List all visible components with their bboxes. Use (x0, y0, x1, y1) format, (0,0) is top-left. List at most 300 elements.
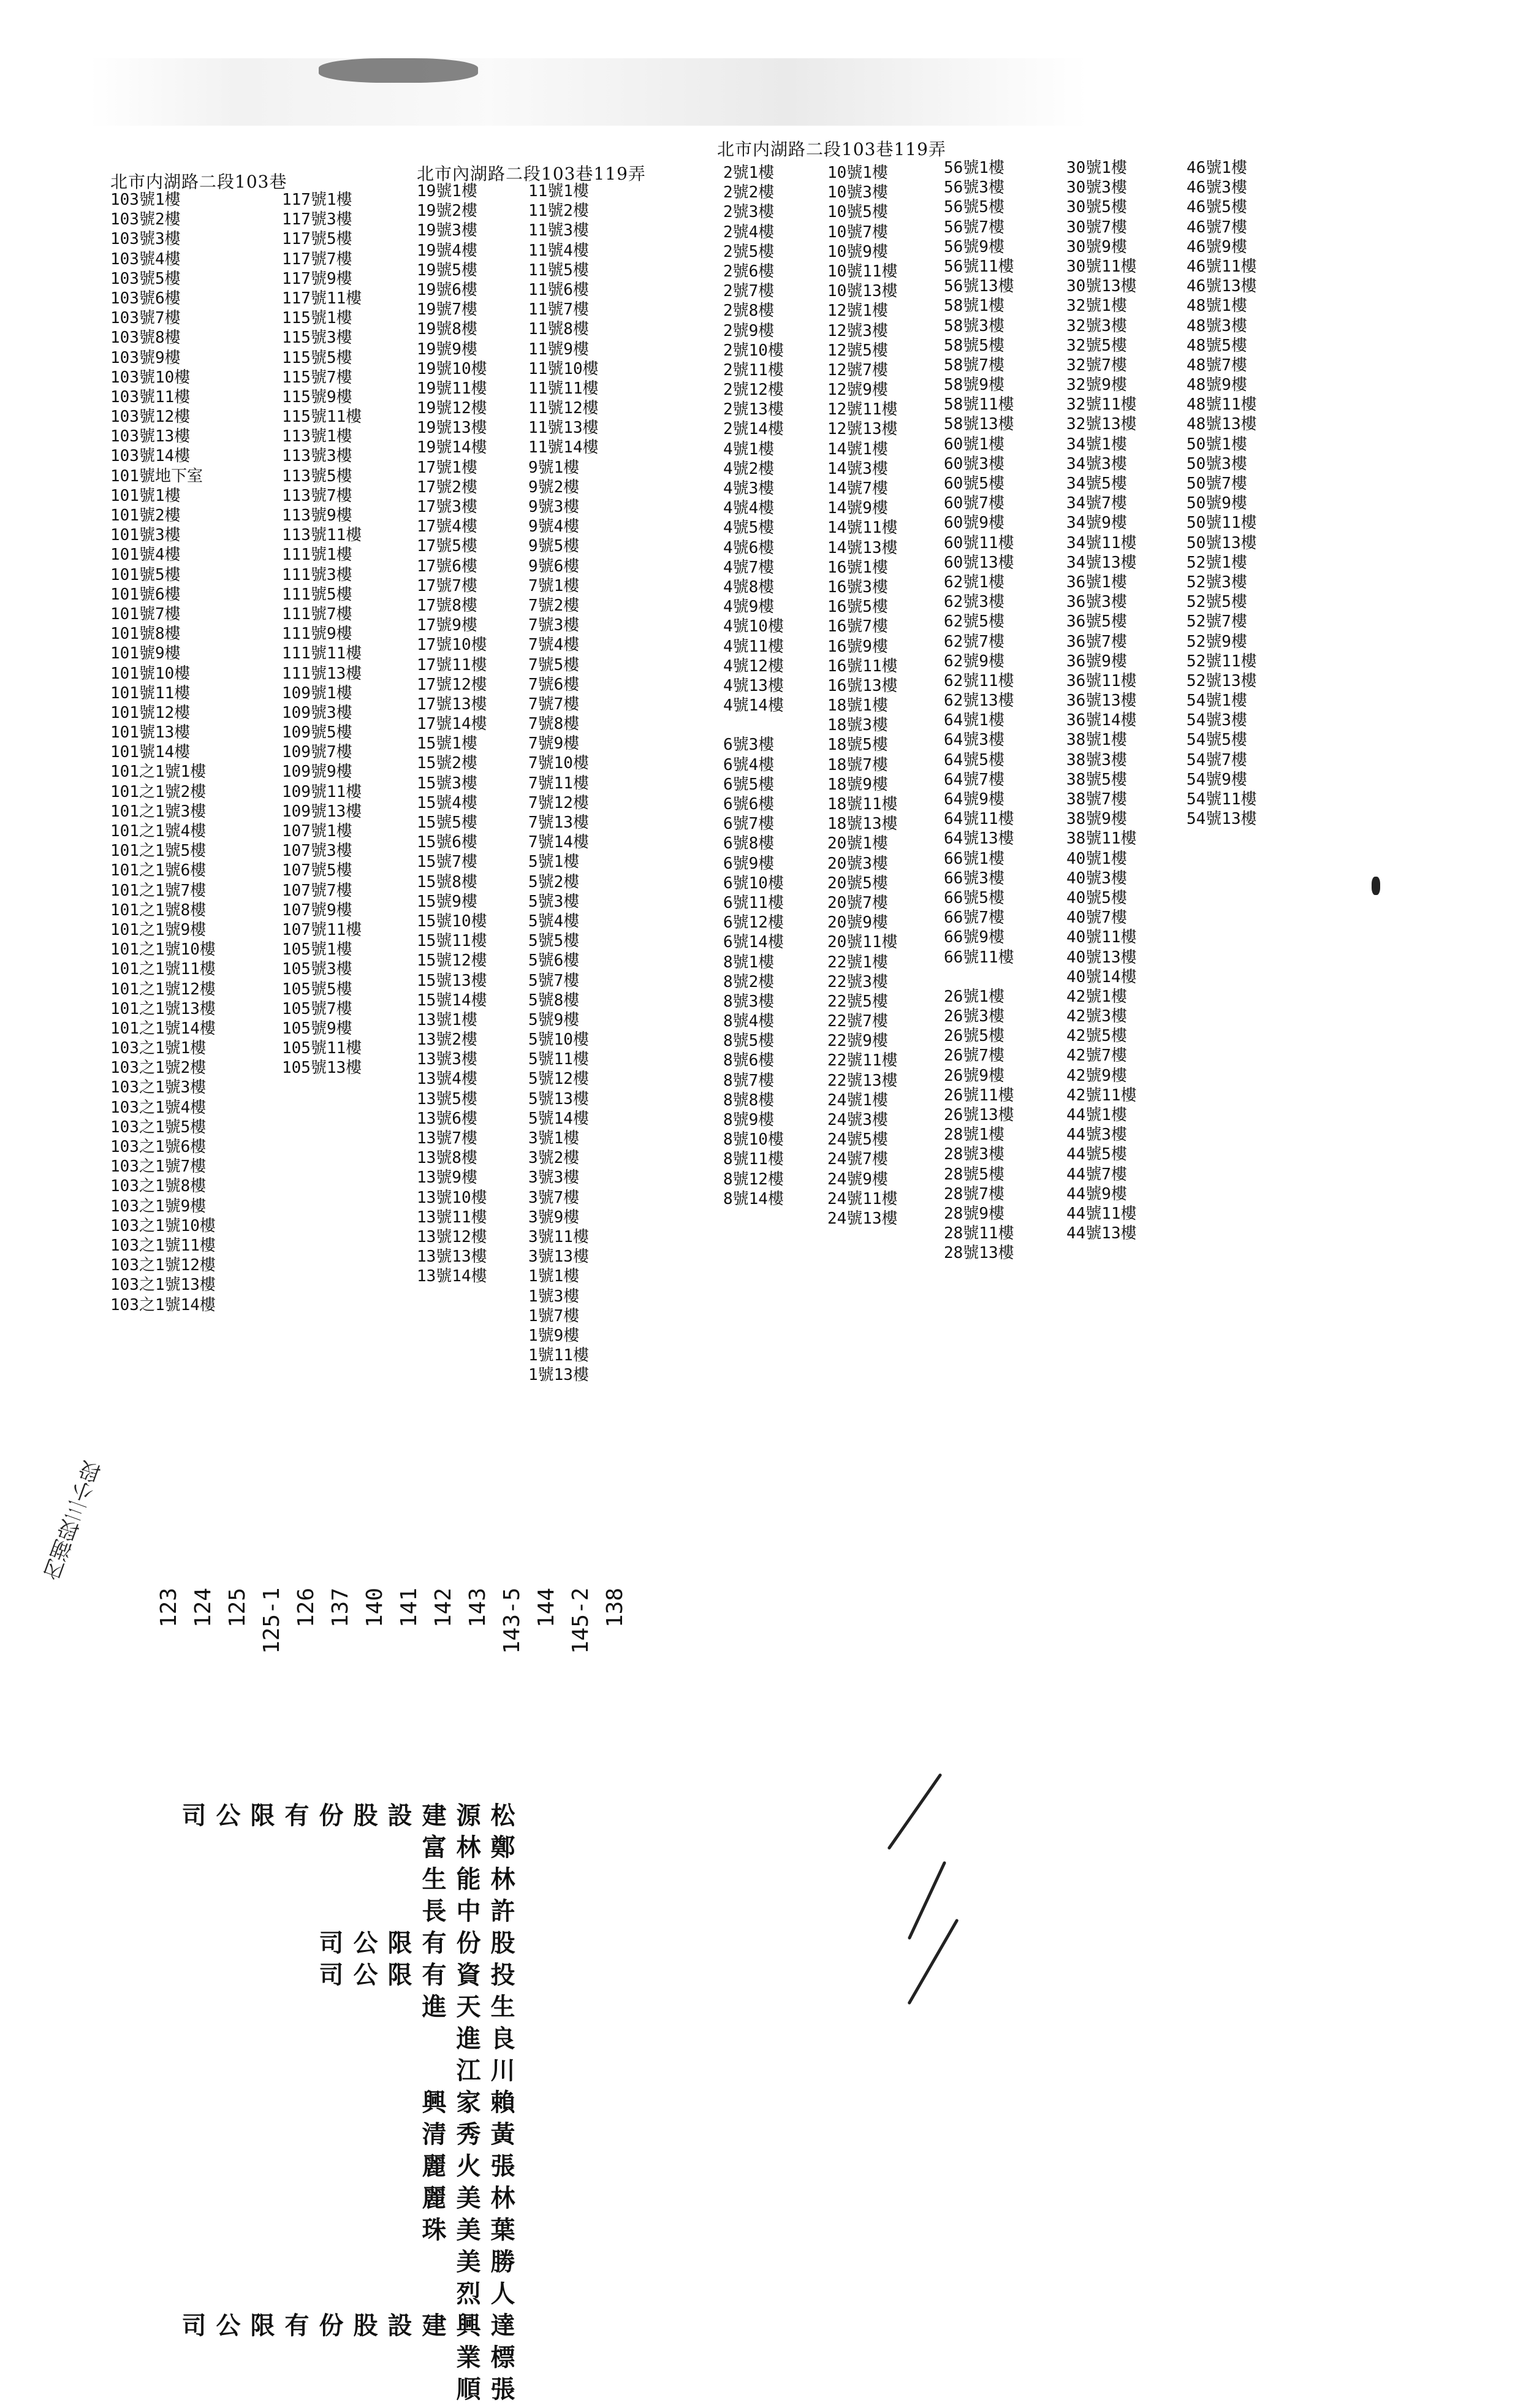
address-entry: 2號3樓 (723, 203, 775, 222)
address-entry: 20號3樓 (827, 854, 888, 873)
address-entry: 22號11樓 (827, 1051, 898, 1070)
address-entry: 101號地下室 (110, 467, 203, 486)
address-entry: 42號7樓 (1066, 1046, 1127, 1065)
address-entry: 22號3樓 (827, 972, 888, 991)
address-entry: 44號3樓 (1066, 1126, 1127, 1145)
address-entry: 14號3樓 (827, 459, 888, 478)
address-entry: 103之1號13樓 (110, 1276, 216, 1295)
address-entry: 36號13樓 (1066, 692, 1137, 711)
address-entry: 36號5樓 (1066, 612, 1127, 631)
address-entry: 13號7樓 (417, 1129, 477, 1148)
address-entry: 42號1樓 (1066, 987, 1127, 1006)
address-entry: 22號5樓 (827, 992, 888, 1011)
address-entry: 2號9樓 (723, 321, 775, 340)
address-entry: 12號13樓 (827, 420, 898, 439)
address-entry: 4號8樓 (723, 577, 775, 596)
address-entry: 17號1樓 (417, 458, 477, 477)
address-entry: 14號11樓 (827, 519, 898, 538)
address-entry: 36號14樓 (1066, 711, 1137, 730)
address-entry: 42號9樓 (1066, 1066, 1127, 1085)
address-entry: 15號12樓 (417, 951, 487, 970)
address-entry: 15號10樓 (417, 912, 487, 931)
address-entry: 9號1樓 (528, 458, 580, 477)
scan-mark-right (1372, 877, 1380, 895)
pen-stroke-2 (908, 1861, 947, 1940)
address-entry: 22號9樓 (827, 1032, 888, 1051)
address-entry: 103號12樓 (110, 408, 191, 427)
address-entry: 111號5樓 (282, 585, 352, 604)
address-entry: 1號13樓 (528, 1366, 589, 1385)
address-entry: 62號11樓 (944, 671, 1014, 690)
address-entry: 6號7樓 (723, 815, 775, 834)
address-entry: 111號11樓 (282, 644, 362, 663)
address-entry: 11號4樓 (528, 241, 589, 260)
address-entry: 24號7樓 (827, 1150, 888, 1169)
address-entry: 2號1樓 (723, 164, 775, 182)
address-entry: 103號8樓 (110, 329, 181, 348)
address-column-1 (110, 190, 233, 1315)
owner-name: 林能生 (418, 1866, 515, 1898)
address-entry: 13號4樓 (417, 1070, 477, 1089)
address-entry: 46號9樓 (1187, 237, 1247, 256)
address-entry: 7號10樓 (528, 754, 589, 773)
address-entry: 101之1號4樓 (110, 822, 207, 840)
address-entry: 34號3樓 (1066, 454, 1127, 473)
address-entry: 101號4樓 (110, 546, 181, 565)
address-entry: 111號3樓 (282, 565, 352, 584)
address-entry: 13號8樓 (417, 1149, 477, 1168)
address-entry: 9號4樓 (528, 517, 580, 536)
address-entry: 113號1樓 (282, 427, 352, 446)
land-lot-number: 144 (534, 1588, 559, 1628)
address-entry: 5號6樓 (528, 951, 580, 970)
address-entry: 22號1樓 (827, 953, 888, 972)
address-entry: 115號7樓 (282, 368, 352, 387)
address-entry: 62號5樓 (944, 612, 1004, 631)
address-entry: 103號13樓 (110, 427, 191, 446)
owner-name: 川江 (452, 2057, 515, 2089)
address-entry: 101之1號14樓 (110, 1019, 216, 1038)
address-entry: 115號9樓 (282, 387, 352, 406)
address-column-4 (528, 181, 651, 1385)
address-entry: 13號2樓 (417, 1031, 477, 1050)
address-entry: 15號9樓 (417, 892, 477, 911)
address-entry: 52號7樓 (1187, 612, 1247, 631)
address-entry: 20號1樓 (827, 834, 888, 853)
address-entry: 48號7樓 (1187, 356, 1247, 375)
owner-name: 黃秀清 (418, 2121, 515, 2153)
address-entry: 101號9樓 (110, 644, 181, 663)
address-entry: 19號3樓 (417, 221, 477, 240)
address-entry: 58號1樓 (944, 297, 1004, 316)
address-entry: 8號9樓 (723, 1111, 775, 1129)
address-entry: 5號12樓 (528, 1070, 589, 1089)
address-entry: 50號9樓 (1187, 494, 1247, 513)
address-entry: 19號4樓 (417, 241, 477, 260)
address-entry: 18號3樓 (827, 716, 888, 735)
address-entry: 15號6樓 (417, 833, 477, 852)
address-entry: 101之1號3樓 (110, 802, 207, 821)
address-entry: 12號1樓 (827, 302, 888, 321)
address-entry: 19號6樓 (417, 280, 477, 299)
address-entry: 40號5樓 (1066, 888, 1127, 907)
address-entry: 19號8樓 (417, 320, 477, 339)
address-entry: 103號2樓 (110, 210, 181, 229)
address-entry: 56號11樓 (944, 257, 1014, 276)
address-entry: 30號11樓 (1066, 257, 1137, 276)
address-entry: 11號11樓 (528, 379, 599, 398)
address-column-2 (282, 190, 404, 1078)
address-entry: 18號11樓 (827, 795, 898, 813)
address-entry: 101號5樓 (110, 565, 181, 584)
address-entry: 5號4樓 (528, 912, 580, 931)
address-entry: 56號1樓 (944, 159, 1004, 177)
land-lot-number: 137 (328, 1588, 353, 1628)
address-entry: 54號11樓 (1187, 790, 1257, 809)
address-entry: 4號10樓 (723, 617, 784, 636)
address-entry: 32號7樓 (1066, 356, 1127, 375)
address-entry: 115號1樓 (282, 309, 352, 328)
address-entry: 11號6樓 (528, 280, 589, 299)
address-entry: 19號11樓 (417, 379, 487, 398)
address-entry: 64號9樓 (944, 790, 1004, 809)
address-entry: 4號9樓 (723, 598, 775, 617)
address-entry: 20號11樓 (827, 933, 898, 952)
address-entry: 44號11樓 (1066, 1204, 1137, 1223)
address-entry: 5號13樓 (528, 1089, 589, 1108)
address-entry: 2號6樓 (723, 262, 775, 281)
address-entry: 11號10樓 (528, 359, 599, 378)
address-entry: 8號8樓 (723, 1091, 775, 1110)
address-entry: 15號8樓 (417, 872, 477, 891)
address-entry: 103之1號11樓 (110, 1236, 216, 1255)
address-entry: 103之1號7樓 (110, 1157, 207, 1176)
address-entry: 16號5樓 (827, 598, 888, 617)
address-entry: 9號2樓 (528, 478, 580, 497)
address-entry: 3號9樓 (528, 1208, 580, 1227)
address-entry: 2號14樓 (723, 420, 784, 439)
address-entry: 28號1樓 (944, 1126, 1004, 1145)
address-entry: 4號4樓 (723, 499, 775, 518)
address-entry: 101之1號5樓 (110, 842, 207, 861)
address-entry: 6號9樓 (723, 854, 775, 873)
address-entry: 18號7樓 (827, 755, 888, 774)
address-entry: 48號1樓 (1187, 297, 1247, 316)
address-entry: 60號11樓 (944, 533, 1014, 552)
address-entry: 101之1號10樓 (110, 940, 216, 959)
address-entry: 17號9樓 (417, 616, 477, 635)
address-entry: 101之1號12樓 (110, 980, 216, 999)
address-entry: 17號2樓 (417, 478, 477, 497)
address-entry: 18號5樓 (827, 736, 888, 755)
address-entry: 64號3樓 (944, 731, 1004, 750)
address-entry: 8號11樓 (723, 1150, 784, 1169)
address-entry: 15號11樓 (417, 932, 487, 951)
address-entry: 44號13樓 (1066, 1224, 1137, 1243)
address-entry: 2號7樓 (723, 282, 775, 301)
address-entry: 117號9樓 (282, 269, 352, 288)
address-entry: 7號13樓 (528, 813, 589, 832)
address-entry: 54號7樓 (1187, 750, 1247, 769)
address-entry: 101號8樓 (110, 625, 181, 644)
address-entry: 62號3樓 (944, 593, 1004, 612)
address-entry: 7號5樓 (528, 655, 580, 674)
address-entry: 5號11樓 (528, 1050, 589, 1069)
address-entry: 2號11樓 (723, 360, 784, 379)
address-entry: 40號1樓 (1066, 849, 1127, 868)
address-entry: 4號14樓 (723, 696, 784, 715)
address-entry: 10號9樓 (827, 242, 888, 261)
address-entry: 3號3樓 (528, 1168, 580, 1187)
address-entry: 117號5樓 (282, 230, 352, 249)
address-entry: 111號1樓 (282, 546, 352, 565)
address-entry: 101號1樓 (110, 486, 181, 505)
land-lot-number: 142 (431, 1588, 456, 1628)
owner-name: 良進 (452, 2025, 515, 2057)
address-entry: 52號1樓 (1187, 553, 1247, 572)
address-entry: 16號11樓 (827, 657, 898, 676)
address-entry: 103號5樓 (110, 269, 181, 288)
address-entry: 50號13樓 (1187, 533, 1257, 552)
address-entry: 66號5樓 (944, 888, 1004, 907)
address-entry: 3號13樓 (528, 1248, 589, 1267)
address-column-6 (827, 163, 950, 1229)
address-entry: 1號1樓 (528, 1267, 580, 1286)
address-entry: 6號10樓 (723, 874, 784, 893)
address-entry: 16號9樓 (827, 637, 888, 656)
address-entry: 64號7樓 (944, 770, 1004, 789)
owner-name: 達興建設股份有限公司 (178, 2312, 515, 2344)
address-entry: 19號9樓 (417, 340, 477, 359)
address-entry: 3號7樓 (528, 1188, 580, 1207)
address-entry: 28號13樓 (944, 1244, 1014, 1263)
address-entry: 17號5樓 (417, 537, 477, 556)
address-column-7 (944, 158, 1066, 1263)
address-entry: 117號3樓 (282, 210, 352, 229)
owner-name: 股份有限公司 (315, 1930, 515, 1962)
address-entry: 54號9樓 (1187, 770, 1247, 789)
address-entry: 103之1號1樓 (110, 1039, 207, 1058)
address-entry: 42號3樓 (1066, 1007, 1127, 1026)
address-entry: 8號10樓 (723, 1130, 784, 1149)
address-entry: 36號9樓 (1066, 652, 1127, 671)
address-entry: 7號12樓 (528, 793, 589, 812)
address-entry: 113號11樓 (282, 526, 362, 545)
address-entry: 34號5樓 (1066, 474, 1127, 493)
address-entry: 48號9樓 (1187, 376, 1247, 395)
address-entry: 113號3樓 (282, 447, 352, 466)
address-entry: 20號7樓 (827, 893, 888, 912)
address-entry: 18號1樓 (827, 696, 888, 715)
address-entry: 103之1號3樓 (110, 1078, 207, 1097)
address-entry: 38號5樓 (1066, 770, 1127, 789)
address-entry: 107號11樓 (282, 920, 362, 939)
address-entry: 46號3樓 (1187, 178, 1247, 197)
address-entry: 7號1樓 (528, 576, 580, 595)
address-entry: 11號3樓 (528, 221, 589, 240)
address-entry: 13號11樓 (417, 1208, 487, 1227)
address-entry: 34號13樓 (1066, 553, 1137, 572)
address-entry: 2號5樓 (723, 242, 775, 261)
address-entry: 109號13樓 (282, 802, 362, 821)
address-entry: 105號1樓 (282, 940, 352, 959)
address-entry: 101之1號13樓 (110, 999, 216, 1018)
address-entry: 4號1樓 (723, 440, 775, 459)
address-entry: 117號7樓 (282, 250, 352, 269)
address-entry: 32號1樓 (1066, 297, 1127, 316)
section-title-middle: 北市內湖路二段103巷119弄 (417, 164, 646, 184)
address-entry: 103號10樓 (110, 368, 191, 387)
address-entry: 2號10樓 (723, 341, 784, 360)
address-entry: 28號9樓 (944, 1204, 1004, 1223)
address-entry: 5號2樓 (528, 872, 580, 891)
address-entry: 13號6樓 (417, 1109, 477, 1128)
address-entry: 30號1樓 (1066, 159, 1127, 177)
address-entry: 15號5樓 (417, 813, 477, 832)
address-entry: 8號2樓 (723, 972, 775, 991)
address-entry: 52號3樓 (1187, 573, 1247, 592)
address-entry: 107號7樓 (282, 881, 352, 900)
owner-list (175, 1802, 518, 2408)
address-entry: 13號5樓 (417, 1089, 477, 1108)
address-entry: 103號9樓 (110, 348, 181, 367)
address-entry: 5號5樓 (528, 932, 580, 951)
address-entry: 101之1號2樓 (110, 782, 207, 801)
address-entry: 38號11樓 (1066, 829, 1137, 848)
address-entry: 5號7樓 (528, 971, 580, 990)
address-entry: 109號5樓 (282, 723, 352, 742)
address-entry: 38號9樓 (1066, 810, 1127, 829)
address-entry: 11號14樓 (528, 438, 599, 457)
address-entry: 10號11樓 (827, 262, 898, 281)
address-entry: 13號13樓 (417, 1248, 487, 1267)
address-entry: 101之1號1樓 (110, 763, 207, 782)
address-entry: 115號11樓 (282, 408, 362, 427)
address-entry: 24號13樓 (827, 1209, 898, 1228)
address-entry: 6號6樓 (723, 795, 775, 813)
address-entry: 4號12樓 (723, 657, 784, 676)
address-entry: 13號14樓 (417, 1267, 487, 1286)
address-entry: 52號13樓 (1187, 671, 1257, 690)
address-entry: 44號5樓 (1066, 1145, 1127, 1164)
address-entry: 14號9樓 (827, 499, 888, 518)
address-entry: 62號13樓 (944, 692, 1014, 711)
address-entry: 101號7樓 (110, 604, 181, 623)
address-entry: 7號8樓 (528, 715, 580, 734)
address-entry: 44號9樓 (1066, 1184, 1127, 1203)
address-entry: 103號11樓 (110, 387, 191, 406)
address-entry: 32號9樓 (1066, 376, 1127, 395)
land-lot-number: 143 (465, 1588, 490, 1628)
address-entry: 16號3樓 (827, 577, 888, 596)
address-entry: 109號1樓 (282, 684, 352, 703)
address-entry: 17號7樓 (417, 576, 477, 595)
address-entry: 117號11樓 (282, 289, 362, 308)
address-entry: 40號7樓 (1066, 909, 1127, 928)
address-entry: 66號1樓 (944, 849, 1004, 868)
address-entry: 26號11樓 (944, 1086, 1014, 1105)
address-entry: 16號7樓 (827, 617, 888, 636)
address-entry: 107號1樓 (282, 822, 352, 840)
address-entry: 4號2樓 (723, 459, 775, 478)
address-entry: 15號3樓 (417, 774, 477, 793)
pen-stroke-3 (907, 1918, 959, 2005)
owner-name: 投資有限公司 (315, 1962, 515, 1994)
address-entry: 52號11樓 (1187, 652, 1257, 671)
address-entry: 5號14樓 (528, 1109, 589, 1128)
owner-name: 張火麗 (418, 2153, 515, 2185)
address-entry: 7號14樓 (528, 833, 589, 852)
address-entry: 26號13樓 (944, 1106, 1014, 1124)
address-entry: 103號1樓 (110, 191, 181, 209)
address-entry: 4號6樓 (723, 538, 775, 557)
address-entry: 58號13樓 (944, 415, 1014, 434)
address-entry: 15號7樓 (417, 853, 477, 872)
address-entry: 26號9樓 (944, 1066, 1004, 1085)
address-entry: 58號7樓 (944, 356, 1004, 375)
address-entry: 26號1樓 (944, 987, 1004, 1006)
pen-stroke-1 (887, 1773, 942, 1850)
address-entry: 103之1號14樓 (110, 1295, 216, 1314)
address-entry: 9號5樓 (528, 537, 580, 556)
owner-name: 張順 (452, 2376, 515, 2408)
address-entry: 1號3樓 (528, 1287, 580, 1306)
address-entry: 4號3樓 (723, 479, 775, 498)
address-entry: 66號3樓 (944, 869, 1004, 888)
address-entry: 109號9樓 (282, 763, 352, 782)
address-entry: 103之1號8樓 (110, 1177, 207, 1196)
address-entry: 5號1樓 (528, 853, 580, 872)
address-entry: 11號5樓 (528, 261, 589, 280)
owner-name: 鄭林富 (418, 1834, 515, 1866)
address-entry: 10號1樓 (827, 164, 888, 182)
address-entry: 8號14樓 (723, 1189, 784, 1208)
address-entry: 28號5樓 (944, 1165, 1004, 1184)
address-entry: 9號3樓 (528, 498, 580, 516)
land-lot-number: 143-5 (499, 1588, 525, 1655)
address-entry: 58號3樓 (944, 316, 1004, 335)
address-entry: 15號2樓 (417, 754, 477, 773)
address-entry: 17號11樓 (417, 655, 487, 674)
address-entry: 40號13樓 (1066, 948, 1137, 967)
address-entry: 9號6樓 (528, 557, 580, 576)
address-column-3 (417, 181, 539, 1287)
address-entry: 12號7樓 (827, 360, 888, 379)
address-entry: 20號9樓 (827, 913, 888, 932)
address-entry: 30號7樓 (1066, 218, 1127, 237)
land-lot-number: 124 (191, 1588, 216, 1628)
address-entry: 7號2樓 (528, 596, 580, 615)
address-entry: 17號13樓 (417, 695, 487, 714)
address-entry: 18號9樓 (827, 775, 888, 794)
address-entry: 54號5樓 (1187, 731, 1247, 750)
address-entry: 5號8樓 (528, 991, 580, 1010)
address-entry: 60號3樓 (944, 454, 1004, 473)
address-entry: 12號9樓 (827, 381, 888, 400)
address-entry: 101號12樓 (110, 703, 191, 722)
address-entry: 1號7樓 (528, 1306, 580, 1325)
address-entry: 28號11樓 (944, 1224, 1014, 1243)
address-entry: 34號11樓 (1066, 533, 1137, 552)
address-entry: 101號13樓 (110, 723, 191, 742)
address-column-8 (1066, 158, 1189, 1243)
scan-shadow-band (89, 58, 1088, 126)
address-entry: 17號4樓 (417, 517, 477, 536)
address-entry: 26號3樓 (944, 1007, 1004, 1026)
address-entry: 107號5樓 (282, 861, 352, 880)
address-entry: 64號11樓 (944, 810, 1014, 829)
address-entry: 19號5樓 (417, 261, 477, 280)
